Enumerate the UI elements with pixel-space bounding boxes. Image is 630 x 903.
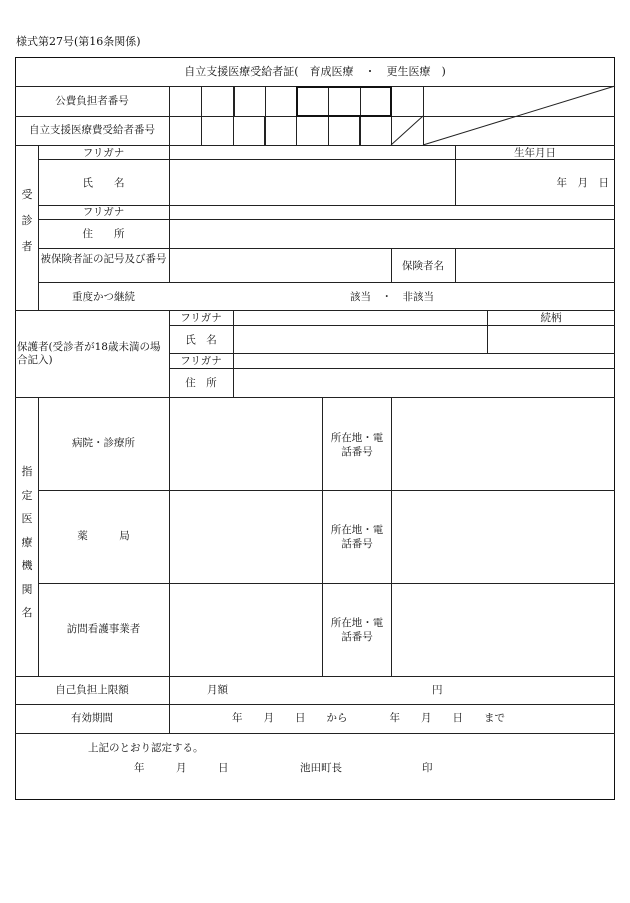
institutions-section-label: 指定医療機関名 [21,465,33,619]
patient-furigana2-label: フリガナ [82,206,125,218]
certificate-title: 自立支援医療受給者証( 育成医療 ・ 更生医療 ) [184,65,446,78]
certification-text: 上記のとおり認定する。 [88,742,204,754]
severe-options: 該当 ・ 非該当 [350,291,434,303]
hospital-location-label: 所在地・電話番号 [330,432,384,458]
recipient-number-label: 自立支援医療費受給者番号 [29,124,155,136]
monthly-label: 月額 [207,684,228,696]
birth-date-label: 生年月日 [514,147,556,159]
birth-date-format: 年 月 日 [556,177,609,189]
limit-label: 自己負担上限額 [55,684,129,696]
certification-date: 年 月 日 [134,762,229,774]
payer-number-label: 公費負担者番号 [55,95,129,107]
guardian-address-label: 住 所 [185,377,217,389]
patient-furigana-label: フリガナ [82,147,125,159]
pharmacy-location-label: 所在地・電話番号 [330,524,384,550]
relation-label: 続柄 [540,312,562,324]
seal-mark: 印 [422,762,433,774]
patient-section-label: 受診者 [21,188,33,253]
pharmacy-label: 薬 局 [77,530,130,542]
yen-label: 円 [432,684,443,696]
hospital-label: 病院・診療所 [72,437,135,449]
guardian-furigana2-label: フリガナ [180,355,222,367]
home-nursing-location-label: 所在地・電話番号 [330,617,384,643]
validity-label: 有効期間 [71,712,113,724]
severe-continuous-label: 重度かつ継続 [72,291,135,303]
issuer-name: 池田町長 [300,762,342,774]
insurer-label: 保険者名 [402,260,444,272]
guardian-furigana-label: フリガナ [180,312,222,324]
guardian-name-label: 氏 名 [185,334,217,346]
guardian-section-label: 保護者(受診者が18歳未満の場合記入) [17,341,161,366]
patient-address-label: 住 所 [82,228,125,240]
form-number: 様式第27号(第16条関係) [16,35,141,48]
home-nursing-label: 訪問看護事業者 [66,623,141,635]
insurance-card-label: 被保険者証の記号及び番号 [40,253,167,265]
validity-period: 年 月 日 から 年 月 日 まで [232,712,505,724]
patient-name-label: 氏 名 [82,177,125,189]
